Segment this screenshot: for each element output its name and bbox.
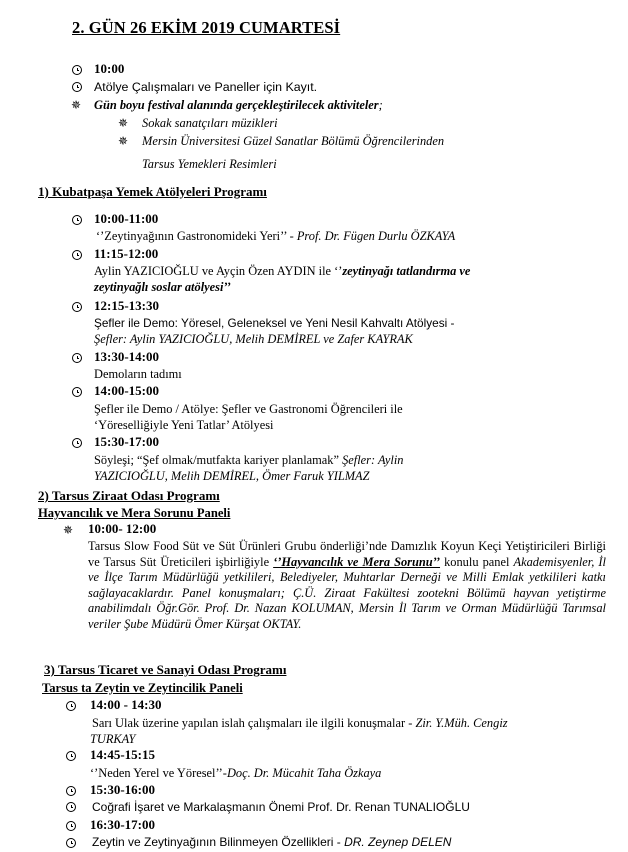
s1-item-time: 14:00-15:00 bbox=[94, 383, 159, 398]
s1-item-time: 11:15-12:00 bbox=[94, 246, 159, 261]
star-bullet-icon: ✵ bbox=[63, 523, 74, 537]
s1-item-time: 12:15-13:30 bbox=[94, 298, 159, 313]
s1-item-desc: Söyleşi; “Şef olmak/mutfakta kariyer planlamak” Şefler: Aylin bbox=[94, 453, 404, 467]
s3-item-desc: Zeytin ve Zeytinyağının Bilinmeyen Özellikleri - DR. Zeynep DELEN bbox=[92, 835, 452, 849]
clock-icon bbox=[72, 387, 84, 399]
clock-icon bbox=[72, 302, 84, 314]
clock-icon bbox=[72, 353, 84, 365]
s1-item-desc: Aylin YAZICIOĞLU ve Ayçin Özen AYDIN ile ‘’zeytinyağı tatlandırma ve bbox=[94, 264, 471, 278]
clock-icon bbox=[72, 65, 84, 77]
section2-subtitle: Hayvancılık ve Mera Sorunu Paneli bbox=[38, 506, 231, 520]
clock-icon bbox=[66, 838, 78, 850]
s3-item-desc: ‘’Neden Yerel ve Yöresel’’-Doç. Dr. Mücahit Taha Özkaya bbox=[90, 766, 382, 780]
clock-icon bbox=[72, 250, 84, 262]
clock-icon bbox=[72, 82, 84, 94]
s1-item-desc: Demoların tadımı bbox=[94, 367, 182, 381]
s3-item-desc: Coğrafi İşaret ve Markalaşmanın Önemi Prof. Dr. Renan TUNALIOĞLU bbox=[92, 800, 470, 814]
clock-icon bbox=[72, 438, 84, 450]
intro-time: 10:00 bbox=[94, 61, 125, 76]
clock-icon bbox=[66, 821, 78, 833]
activity-extra: Tarsus Yemekleri Resimleri bbox=[142, 157, 277, 171]
section3-title: 3) Tarsus Ticaret ve Sanayi Odası Programı bbox=[44, 662, 287, 677]
s3-item-time: 16:30-17:00 bbox=[90, 817, 155, 832]
s2-paragraph: Tarsus Slow Food Süt ve Süt Ürünleri Grubu önderliği’nde Damızlık Koyun Keçi Yetiştiricileri Birliği ve Tarsus Süt Üreticileri işbirliğiyle ‘’Hayvancılık ve Mera Sorunu’’ konulu panel Akademisyenler, İl ve İlçe Tarım Müdürlüğü yetkilileri, Belediyeler, Muhtarlar Derneği ve Milli Emlak yetkilileri katkı sağlayacaklardır. Panel konuşmaları; Ç.Ü. Ziraat Fakültesi zootekni Bölümü hayvan yetiştirme anabilimdalı Öğr.Gör. Prof. Dr. Nazan KOLUMAN, Mersin İl Tarım ve Orman Müdürlüğü Tarımsal veriler Şube Müdürü Ömer Kürşat OKTAY. bbox=[88, 539, 606, 631]
clock-icon bbox=[66, 751, 78, 763]
s1-item-desc: zeytinyağlı soslar atölyesi’’ bbox=[94, 280, 231, 294]
s2-time: 10:00- 12:00 bbox=[88, 521, 157, 536]
s3-item-time: 14:00 - 14:30 bbox=[90, 697, 162, 712]
s1-item-time: 13:30-14:00 bbox=[94, 349, 159, 364]
activity-item: Sokak sanatçıları müzikleri bbox=[142, 116, 278, 130]
s3-item-time: 15:30-16:00 bbox=[90, 782, 155, 797]
s1-item-desc: ‘Yöreselliğiyle Yeni Tatlar’ Atölyesi bbox=[94, 418, 274, 432]
activity-item: Mersin Üniversitesi Güzel Sanatlar Bölümü Öğrencilerinden bbox=[142, 134, 445, 148]
section1-title: 1) Kubatpaşa Yemek Atölyeleri Programı bbox=[38, 184, 267, 199]
page-title: 2. GÜN 26 EKİM 2019 CUMARTESİ bbox=[72, 18, 341, 37]
clock-icon bbox=[72, 215, 84, 227]
activities-heading: Gün boyu festival alanında gerçekleştirilecek aktiviteler; bbox=[94, 98, 383, 112]
s1-item-time: 10:00-11:00 bbox=[94, 211, 159, 226]
s1-item-time: 15:30-17:00 bbox=[94, 434, 159, 449]
intro-registration: Atölye Çalışmaları ve Paneller için Kayıt. bbox=[94, 80, 318, 94]
clock-icon bbox=[66, 786, 78, 798]
section3-subtitle: Tarsus ta Zeytin ve Zeytincilik Paneli bbox=[42, 681, 243, 695]
clock-icon bbox=[66, 701, 78, 713]
s1-item-chefs: Şefler: Aylin YAZICIOĞLU, Melih DEMİREL ve Zafer KAYRAK bbox=[94, 332, 413, 346]
s1-item-desc: Şefler ile Demo: Yöresel, Geleneksel ve Yeni Nesil Kahvaltı Atölyesi - bbox=[94, 316, 455, 330]
star-bullet-icon: ✵ bbox=[71, 98, 82, 112]
s1-item-desc: ‘’Zeytinyağının Gastronomideki Yeri’’ - Prof. Dr. Fügen Durlu ÖZKAYA bbox=[96, 229, 456, 243]
s3-item-time: 14:45-15:15 bbox=[90, 747, 155, 762]
section2-title: 2) Tarsus Ziraat Odası Programı bbox=[38, 488, 220, 503]
s1-item-desc: Şefler ile Demo / Atölye: Şefler ve Gastronomi Öğrencileri ile bbox=[94, 402, 403, 416]
s3-item-speaker: TURKAY bbox=[90, 732, 136, 746]
s1-item-chefs: YAZICIOĞLU, Melih DEMİREL, Ömer Faruk YILMAZ bbox=[94, 469, 370, 483]
s3-item-desc: Sarı Ulak üzerine yapılan islah çalışmaları ile ilgili konuşmalar - Zir. Y.Müh. Cengiz bbox=[92, 716, 508, 730]
clock-icon bbox=[66, 802, 78, 814]
star-bullet-icon: ✵ bbox=[118, 116, 129, 130]
star-bullet-icon: ✵ bbox=[118, 134, 129, 148]
